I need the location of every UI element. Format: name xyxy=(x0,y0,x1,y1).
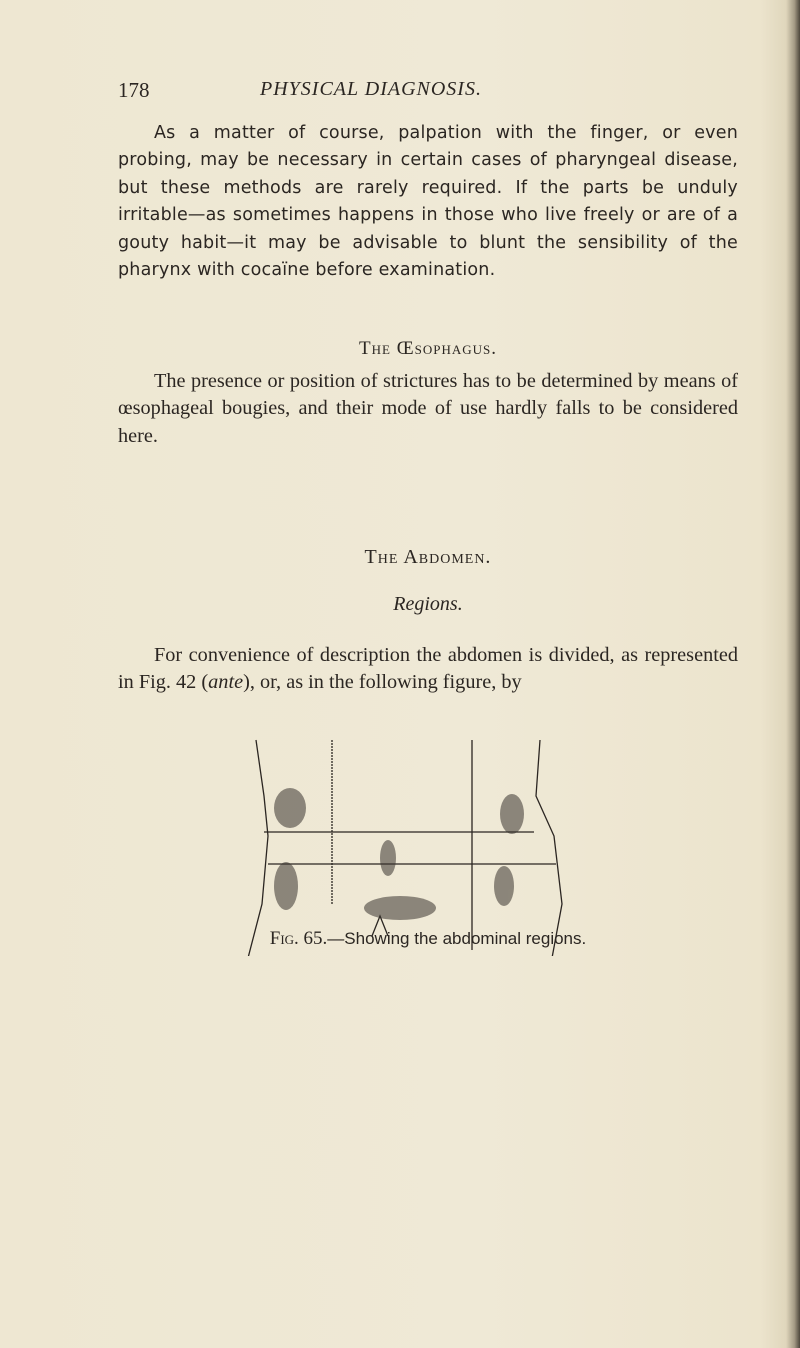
shading-right-costal xyxy=(500,794,524,834)
paragraph-text: As a matter of course, palpation with the finger, or even probing, may be necessary in certain cases of pharyngeal disease, but these methods are rarely required. If the parts be unduly irritable—as sometimes happens in those who live freely or are of a gouty habit—it may be advisable to blunt the sensibility of the pharynx with cocaïne before examination. xyxy=(118,123,738,281)
paragraph-oesophagus: The presence or position of strictures has to be determined by means of œsophageal bougies, and their mode of use hardly falls to be considered here. xyxy=(118,370,738,447)
page-number: 178 xyxy=(118,78,150,102)
figure-label: Fig. 65. xyxy=(269,928,328,949)
figure-caption xyxy=(118,928,738,950)
heading-regions: Regions. xyxy=(393,593,463,615)
page-header xyxy=(118,78,758,108)
running-head: PHYSICAL DIAGNOSIS. xyxy=(260,78,482,100)
shading-left-flank xyxy=(274,862,298,910)
shading-lower-center xyxy=(364,896,436,920)
figure-caption-text: —Showing the abdominal regions. xyxy=(327,929,587,948)
page-edge-shadow xyxy=(786,0,800,1348)
shading-right-flank xyxy=(494,866,514,906)
heading-oesophagus: The Œsophagus. xyxy=(359,338,497,359)
paragraph-abdomen xyxy=(118,642,738,697)
torso-right-outline xyxy=(536,740,562,956)
shading-center xyxy=(380,840,396,876)
paragraph-text-end: ), or, as in the following figure, by xyxy=(243,671,522,694)
paragraph-text-start: For convenience of description the abdomen is divided, as represented in Fig. 42 ( xyxy=(118,644,738,694)
heading-abdomen: The Abdomen. xyxy=(364,546,492,568)
paragraph-text-italic: ante xyxy=(208,671,244,694)
shading-left-costal xyxy=(274,788,306,828)
abdominal-regions-figure xyxy=(240,736,570,956)
paragraph-pharynx xyxy=(118,120,738,284)
torso-left-outline xyxy=(248,740,268,956)
